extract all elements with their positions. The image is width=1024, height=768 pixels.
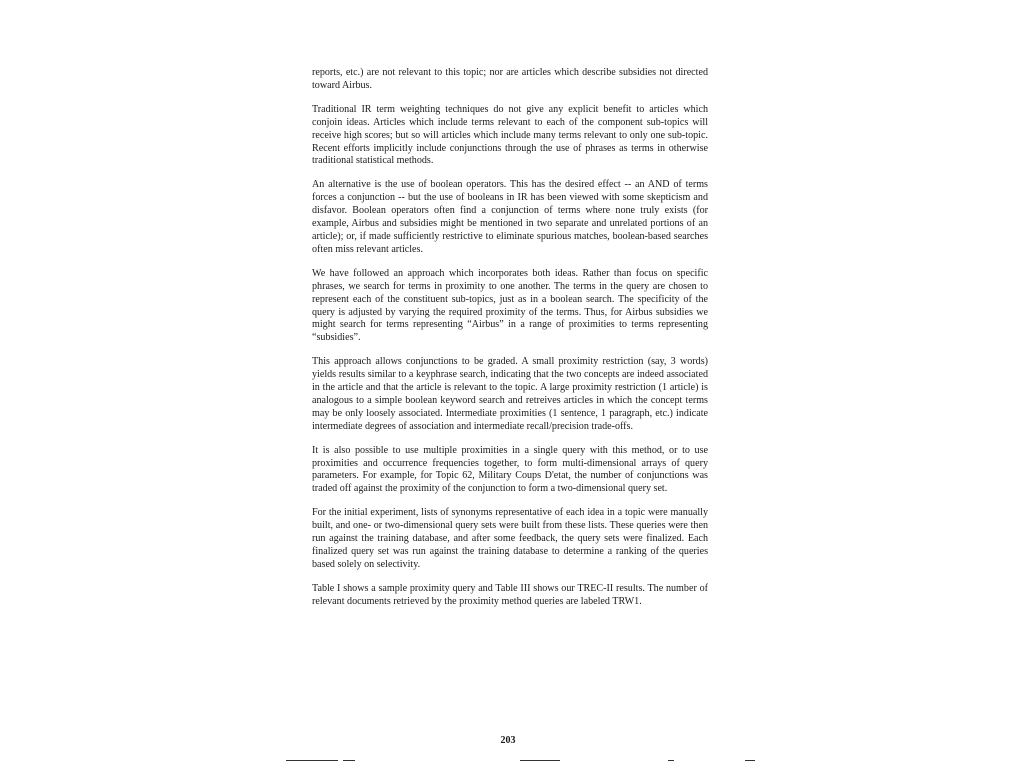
- scan-rule-2: [343, 760, 355, 761]
- scan-rule-5: [745, 760, 755, 761]
- scan-rule-4: [668, 760, 674, 761]
- scan-rule-3: [520, 760, 560, 761]
- paragraph-8: Table I shows a sample proximity query and Table III shows our TREC-II results. The number of relevant documents retrieved by the proximity method queries are labeled TRW1.: [312, 582, 708, 607]
- paragraph-6: It is also possible to use multiple proximities in a single query with this method, or to use proximities and occurrence frequencies together, to form multi-dimensional arrays of query parameters. For example, for Topic 62, Military Coups D'etat, the number of conjunctions was traded off against the proximity of the conjunction to form a two-dimensional query set.: [312, 444, 708, 495]
- paragraph-7: For the initial experiment, lists of synonyms representative of each idea in a topic were manually built, and one- or two-dimensional query sets were built from these lists. These queries were then run against the training database, and after some feedback, the query sets were finalized. Each finalized query set was run against the training database to determine a ranking of the queries based solely on selectivity.: [312, 507, 708, 570]
- paragraph-1: reports, etc.) are not relevant to this topic; nor are articles which describe subsidies not directed toward Airbus.: [312, 67, 708, 91]
- paragraph-3: An alternative is the use of boolean operators. This has the desired effect -- an AND of terms forces a conjunction -- but the use of booleans in IR has been viewed with some skepticism and disfavor. Boolean operators often find a conjunction of terms where none truly exists (for example, Airbus and subsidies might be mentioned in two separate and unrelated portions of an article); or, if made sufficiently restrictive to eliminate spurious matches, boolean-based searches often miss relevant articles.: [312, 179, 708, 255]
- paragraph-5: This approach allows conjunctions to be graded. A small proximity restriction (say, 3 words) yields results similar to a keyphrase search, indicating that the two concepts are indeed associated in the article and that the article is relevant to the topic. A large proximity restriction (1 article) is analogous to a simple boolean keyword search and retreives articles in which the concept terms may be only loosely associated. Intermediate proximities (1 sentence, 1 paragraph, etc.) indicate intermediate degrees of association and intermediate recall/precision trade-offs.: [312, 356, 708, 432]
- body-text: [312, 67, 708, 620]
- paragraph-4: We have followed an approach which incorporates both ideas. Rather than focus on specific phrases, we search for terms in proximity to one another. The terms in the query are chosen to represent each of the constituent sub-topics, just as in a boolean search. The specificity of the query is adjusted by varying the required proximity of the terms. Thus, for Airbus subsidies we might search for terms representing “Airbus” in a range of proximities to terms representing “subsidies”.: [312, 267, 708, 344]
- paragraph-2: Traditional IR term weighting techniques do not give any explicit benefit to articles which conjoin ideas. Articles which include terms relevant to each of the component sub-topics will receive high scores; but so will articles which include many terms relevant to only one sub-topic. Recent efforts implicitly include conjunctions through the use of phrases as terms in otherwise traditional statistical methods.: [312, 103, 708, 167]
- page-number: 203: [500, 735, 516, 746]
- scan-rule-1: [286, 760, 338, 761]
